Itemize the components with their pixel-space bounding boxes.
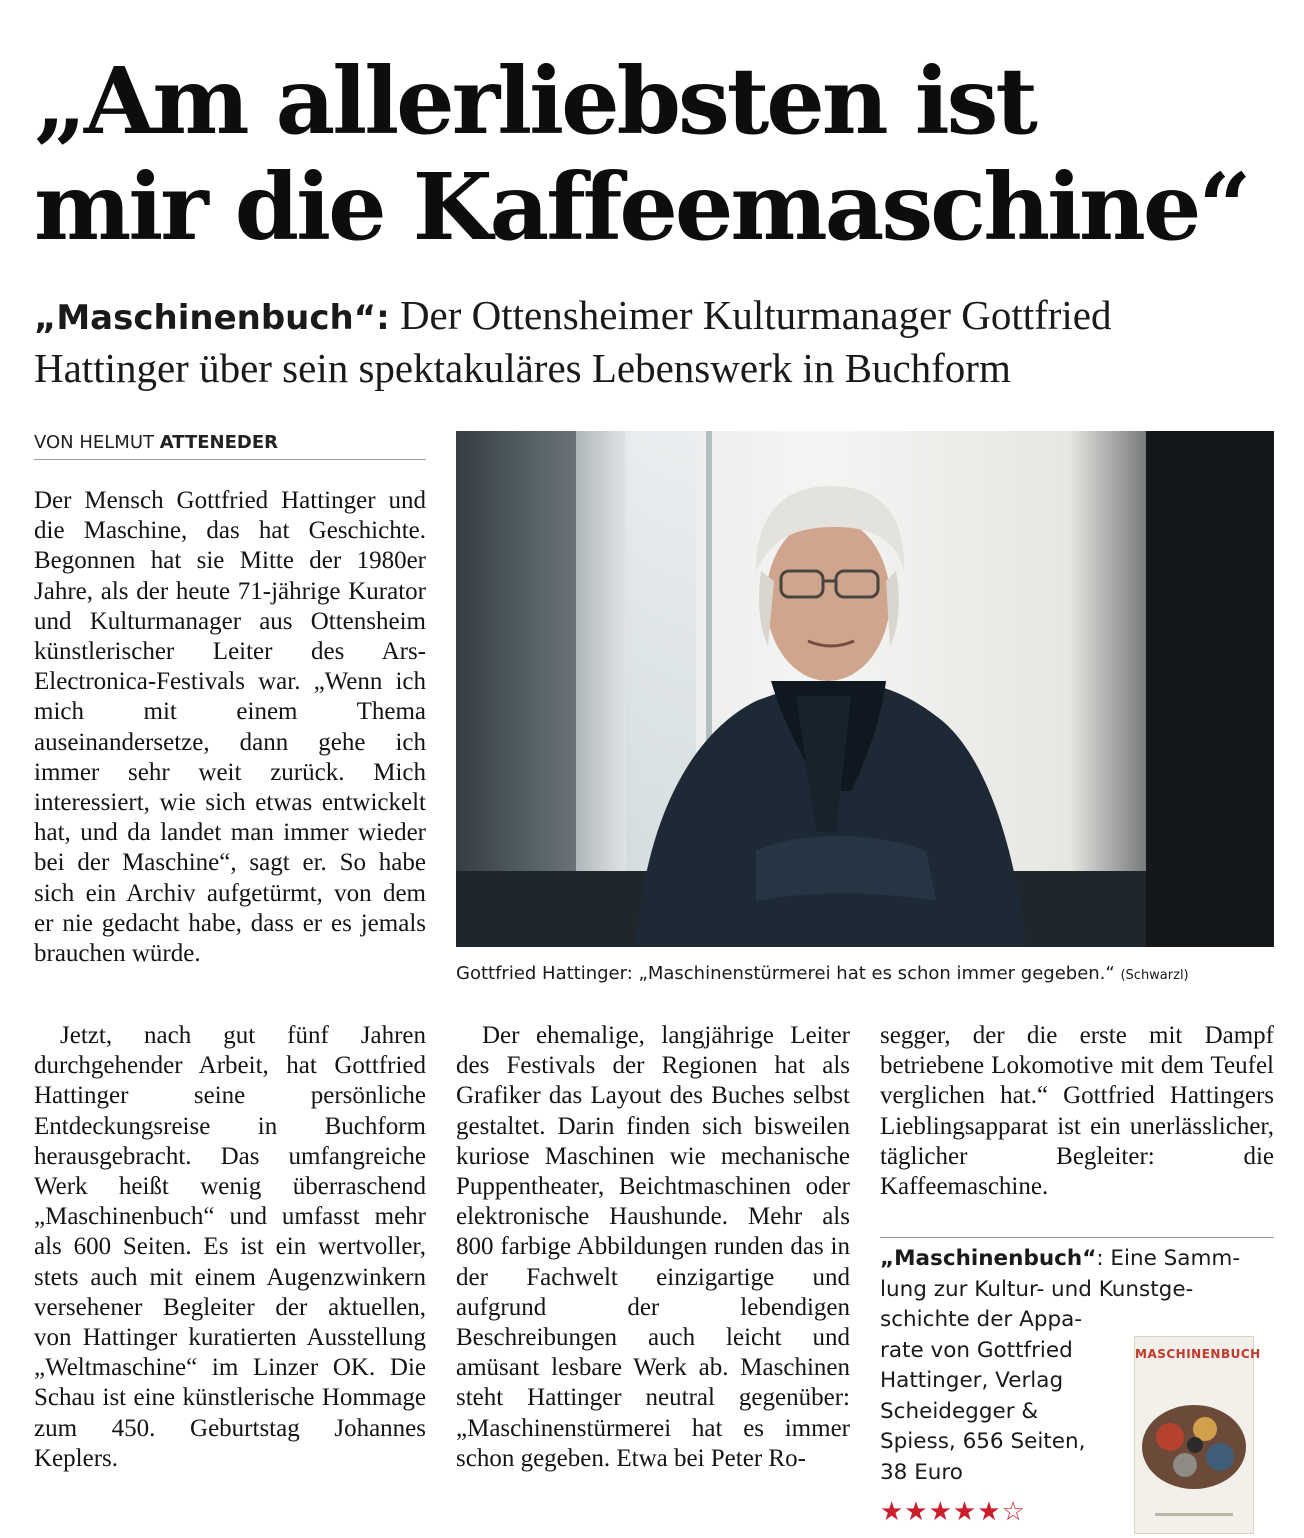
infobox-line-6: Scheidegger & [880,1398,1039,1424]
paragraph-2: Jetzt, nach gut fünf Jahren durchgehender Arbeit, hat Gottfried Hattinger seine persönliche Entdeckungsreise in Buchform herausgebracht. Das umfangreiche Werk heißt wenig überraschend „Maschinenbuch“ und umfasst mehr als 600 Seiten. Es ist ein wertvoller, stets auch mit einem Augenzwinkern versehener Begleiter der aktuellen, von Hattinger kuratierten Ausstellung „Weltmaschine“ im Linzer OK. Die Schau ist eine künstlerische Hommage zum 450. Geburtstag Johannes Keplers. [34,1022,426,1472]
headline-line-2: mir die Kaffeemaschine“ [34,153,1249,261]
paragraph-1: Der Mensch Gottfried Hattinger und die Maschine, das hat Geschichte. Begonnen hat sie Mitte der 1980er Jahre, als der heute 71-jährige Kurator und Kulturmanager aus Ottensheim künstlerischer Leiter des Ars-Electronica-Festivals war. „Wenn ich mich mit einem Thema auseinandersetze, dann gehe ich immer sehr weit zurück. Mich interessiert, wie sich etwas entwickelt hat, und da landet man immer wieder bei der Maschine“, sagt er. So habe sich ein Archiv aufgetürmt, von dem er nie gedacht habe, dass er es jemals brauchen würde. [34,487,426,968]
book-title: „Maschinenbuch“ [880,1246,1097,1271]
book-cover-title: MASCHINENBUCH [1135,1347,1261,1361]
headline [34,48,1274,260]
infobox-line-1: : Eine Samm- [1096,1246,1241,1271]
book-cover-art [1135,1337,1261,1533]
article-column-2 [456,1021,850,1474]
infobox-line-5: Hattinger, Verlag [880,1368,1064,1393]
paragraph-4: segger, der die erste mit Dampf betriebene Lokomotive mit dem Teufel verglichen hat.“ Gottfried Hattingers Lieblingsapparat ist ein unerlässlicher, täglicher Begleiter: die Kaffeemaschine. [880,1022,1274,1201]
article-column-1-top [34,486,426,969]
subheadline [34,290,1274,393]
byline [34,431,426,460]
subhead-line-2: Hattinger über sein spektakuläres Lebenswerk in Buchform [34,345,1011,391]
infobox-line-3: schichte der Appa- [880,1307,1083,1332]
portrait-photo [456,431,1274,947]
byline-prefix: VON HELMUT [34,432,160,453]
infobox-line-8: 38 Euro [880,1459,963,1485]
article-column-1-bottom [34,1021,426,1474]
paragraph-3: Der ehemalige, langjährige Leiter des Festivals der Regionen hat als Grafiker das Layout des Buches selbst gestaltet. Darin finden sich bisweilen kuriose Maschinen wie mechanische Puppentheater, Beichtmaschinen oder elektronische Haushunde. Mehr als 800 farbige Abbildungen runden das in der Fachwelt einzigartige und aufgrund der lebendigen Beschreibungen auch leicht und amüsant lesbare Werk ab. Maschinen steht Hattinger neutral gegenüber: „Maschinenstürmerei hat es immer schon gegeben. Etwa bei Peter Ro- [456,1022,850,1472]
infobox-line-2: lung zur Kultur- und Kunstge- [880,1276,1194,1302]
photo-caption [456,962,1274,988]
subhead-line-1: Der Ottensheimer Kulturmanager Gottfried [389,292,1112,338]
book-cover-image [1134,1336,1261,1534]
caption-text: Gottfried Hattinger: „Maschinenstürmerei hat es schon immer gegeben.“ [456,963,1115,984]
infobox-line-7: Spiess, 656 Seiten, [880,1429,1086,1454]
subhead-kicker: „Maschinenbuch“: [34,298,390,338]
article-column-3 [880,1021,1274,1202]
infobox-line-4: rate von Gottfried [880,1337,1073,1363]
portrait-illustration [456,431,1274,947]
photo-credit: (Schwarzl) [1120,968,1189,983]
rating-stars: ★★★★★☆ [880,1497,1026,1527]
headline-line-1: „Am allerliebsten ist [34,47,1035,155]
infobox-divider [880,1237,1274,1238]
byline-surname: ATTENEDER [159,432,278,453]
